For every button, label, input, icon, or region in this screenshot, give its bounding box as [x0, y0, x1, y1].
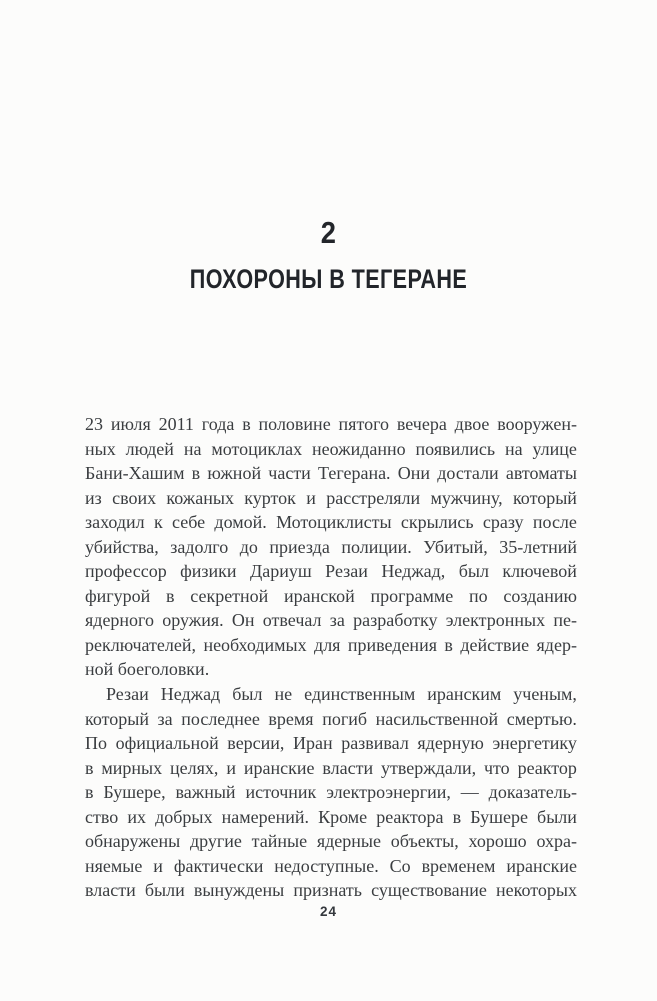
word: домой. [214, 512, 267, 533]
word: существование [371, 880, 487, 901]
word: единственным [304, 684, 416, 705]
word: приведения [347, 634, 437, 655]
word: улице [532, 438, 577, 459]
text-line [85, 535, 577, 560]
word: ядерные [316, 831, 382, 852]
word: недоступные. [274, 855, 379, 876]
word: полиции. [341, 536, 412, 557]
word: Дариуш [249, 561, 312, 582]
word: секретной [190, 585, 269, 606]
word: неожиданно [311, 438, 406, 459]
text-line [85, 829, 577, 854]
word: Бушере [470, 806, 528, 827]
word: электронных [445, 610, 546, 631]
word: половине [258, 414, 331, 434]
word: и [306, 487, 316, 508]
word: двое [454, 414, 490, 434]
word: к [153, 512, 163, 533]
word: Кроме [318, 806, 368, 827]
word: что [483, 757, 510, 778]
word: фигурой [85, 585, 151, 606]
word: был [458, 561, 489, 582]
word: ядерную [417, 733, 484, 754]
word: Бани-Хашим [85, 463, 185, 484]
word: заходил [85, 512, 145, 533]
word: иранские [506, 855, 577, 876]
word: намерений. [221, 806, 309, 827]
text-line [85, 756, 577, 781]
word: в [444, 634, 453, 655]
word: важный [175, 782, 236, 803]
word: Резаи [325, 561, 368, 582]
word: мирных [101, 757, 163, 778]
word: курток [244, 487, 296, 508]
word: некоторых [496, 880, 577, 901]
word: пятого [338, 414, 390, 434]
word: в [85, 757, 94, 778]
chapter-number: 2 [320, 215, 337, 250]
word: убийства, [85, 536, 159, 557]
word: власти [85, 880, 136, 901]
word: программе [370, 585, 454, 606]
word: скрылись [400, 512, 474, 533]
text-line [85, 437, 577, 462]
word: себе [172, 512, 206, 533]
word: целях, [170, 757, 219, 778]
word: профессор [85, 561, 167, 582]
word: источник [245, 782, 317, 803]
word: их [127, 806, 146, 827]
word: иранской [284, 585, 355, 606]
word: вооружен- [497, 414, 577, 434]
word: последнее [181, 708, 260, 729]
word: Неджад [160, 684, 221, 705]
word: приезда [269, 536, 330, 557]
text-line [85, 412, 577, 437]
word: утверждали, [380, 757, 477, 778]
text-line [85, 559, 577, 584]
word: ство [85, 806, 119, 827]
word: в [166, 585, 175, 606]
word: после [532, 512, 577, 533]
word: Резаи [106, 684, 149, 705]
word: Убитый, [423, 536, 488, 557]
word: смертью. [506, 708, 577, 729]
word: По [85, 733, 107, 754]
word: временем [421, 855, 496, 876]
word: Неджад, [381, 561, 446, 582]
word: который [85, 708, 149, 729]
word: были [537, 806, 577, 827]
word: реключателей, [85, 634, 197, 655]
word: ученым, [513, 684, 577, 705]
word: Тегерана. [318, 463, 391, 484]
word: иранские [243, 757, 315, 778]
word: тайные [251, 831, 308, 852]
word: кожаных [166, 487, 234, 508]
word: иранским [427, 684, 502, 705]
word: власти [322, 757, 374, 778]
word: был [232, 684, 263, 705]
word: реактор [517, 757, 577, 778]
word: из [85, 487, 102, 508]
word: мотоциклах [211, 438, 303, 459]
text-line [85, 805, 577, 830]
word: за [329, 610, 345, 631]
word: южной [207, 463, 262, 484]
word: который [512, 487, 577, 508]
word: няемые [85, 855, 143, 876]
word: объекты, [390, 831, 459, 852]
body-text [85, 412, 577, 903]
word: ядерного [85, 610, 154, 631]
word: Мотоциклисты [276, 512, 392, 533]
word: и [226, 757, 236, 778]
word: ключевой [502, 561, 577, 582]
word: 23 [85, 414, 103, 434]
word: хорошо [468, 831, 527, 852]
word: фактически [173, 855, 264, 876]
word: Они [397, 463, 431, 484]
word: в [242, 414, 251, 434]
text-line [85, 510, 577, 535]
word: не [274, 684, 293, 705]
word: в [191, 463, 201, 484]
word: признать [293, 880, 362, 901]
word: отвечал [262, 610, 322, 631]
word: по [468, 585, 488, 606]
word: достали [437, 463, 499, 484]
text-line [85, 486, 577, 511]
word: Со [389, 855, 411, 876]
word: до [239, 536, 258, 557]
word: в [85, 782, 94, 803]
text-line [85, 854, 577, 879]
word: части [268, 463, 311, 484]
word: для [314, 634, 341, 655]
word: за [157, 708, 173, 729]
word: Он [231, 610, 255, 631]
word: года [201, 414, 235, 434]
text-line: ной боеголовки. [85, 659, 210, 680]
word: своих [112, 487, 157, 508]
word: 2011 [158, 414, 194, 434]
word: охра- [536, 831, 577, 852]
word: были [144, 880, 185, 901]
word: обнаружены [85, 831, 181, 852]
word: реактора [376, 806, 444, 827]
word: погиб [322, 708, 367, 729]
text-line [85, 682, 577, 707]
word: оружия. [162, 610, 224, 631]
word: Иран [293, 733, 333, 754]
word: автоматы [505, 463, 577, 484]
word: физики [180, 561, 237, 582]
word: расстреляли [326, 487, 421, 508]
word: добрых [155, 806, 213, 827]
text-line [85, 707, 577, 732]
word: мужчину, [430, 487, 503, 508]
word: необходимых [203, 634, 307, 655]
word: электроэнергии, [326, 782, 451, 803]
text-line [85, 633, 577, 658]
word: Бушере, [103, 782, 166, 803]
word: на [183, 438, 202, 459]
word: вынуждены [193, 880, 285, 901]
word: появились [415, 438, 496, 459]
word: другие [189, 831, 242, 852]
word: ных [85, 438, 116, 459]
text-line [85, 584, 577, 609]
word: в [452, 806, 462, 827]
text-line [85, 780, 577, 805]
word: на [504, 438, 523, 459]
text-line [85, 878, 577, 903]
text-line [85, 731, 577, 756]
word: насильственной [375, 708, 499, 729]
word: людей [125, 438, 174, 459]
word: ядер- [536, 634, 577, 655]
word: время [268, 708, 314, 729]
word: пе- [553, 610, 577, 631]
word: созданию [503, 585, 577, 606]
word: доказатель- [488, 782, 577, 803]
word: вечера [396, 414, 447, 434]
word: официальной [115, 733, 219, 754]
word: 35-летний [499, 536, 577, 557]
word: версии, [227, 733, 285, 754]
word: энергетику [492, 733, 577, 754]
text-line [85, 461, 577, 486]
word: и [153, 855, 163, 876]
word: действие [460, 634, 530, 655]
chapter-title: ПОХОРОНЫ В ТЕГЕРАНЕ [189, 264, 468, 294]
text-line [85, 608, 577, 633]
word: задолго [170, 536, 229, 557]
word: июля [110, 414, 151, 434]
word: разработку [353, 610, 438, 631]
word: сразу [482, 512, 524, 533]
word: развивал [341, 733, 409, 754]
page-number: 24 [319, 904, 338, 919]
word: — [460, 782, 479, 803]
